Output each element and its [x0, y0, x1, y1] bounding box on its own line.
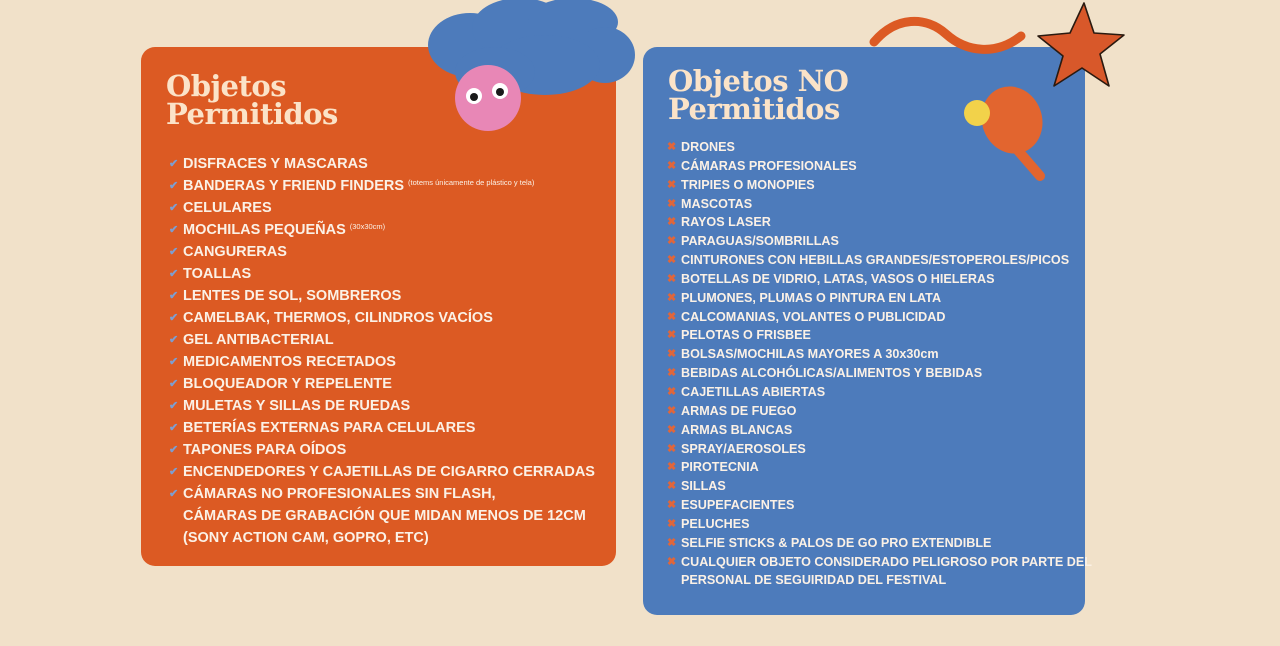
allowed-item-line: CÁMARAS DE GRABACIÓN QUE MIDAN MENOS DE 12CM [183, 508, 586, 524]
forbidden-item [667, 477, 1092, 496]
x-icon: ✖ [667, 385, 677, 398]
allowed-item-label: LENTES DE SOL, SOMBREROS [183, 288, 402, 304]
forbidden-item [667, 496, 1092, 515]
x-icon: ✖ [667, 404, 677, 417]
forbidden-item-label: CAJETILLAS ABIERTAS [681, 384, 826, 399]
check-icon: ✔ [169, 422, 179, 434]
x-icon: ✖ [667, 272, 677, 285]
forbidden-item-label: SILLAS [681, 479, 726, 494]
x-icon: ✖ [667, 291, 677, 304]
allowed-item-label: CANGURERAS [183, 244, 287, 260]
allowed-item-note: (totems únicamente de plástico y tela) [408, 178, 535, 187]
check-icon: ✔ [169, 488, 179, 500]
allowed-objects-card [141, 47, 616, 566]
forbidden-item [667, 440, 1092, 459]
allowed-item-label: CAMELBAK, THERMOS, CILINDROS VACÍOS [183, 310, 493, 326]
x-icon: ✖ [667, 555, 677, 568]
allowed-title-line1: Objetos [166, 69, 287, 103]
allowed-item-label: BLOQUEADOR Y REPELENTE [183, 376, 392, 392]
forbidden-item-label: PELUCHES [681, 516, 750, 531]
forbidden-item-label: DRONES [681, 140, 735, 154]
allowed-item [169, 373, 595, 395]
forbidden-item [667, 402, 1092, 421]
x-icon: ✖ [667, 423, 677, 436]
forbidden-item-label: BEBIDAS ALCOHÓLICAS/ALIMENTOS Y BEBIDAS [681, 366, 983, 381]
allowed-item-label: BETERÍAS EXTERNAS PARA CELULARES [183, 420, 476, 436]
forbidden-item [667, 383, 1092, 402]
x-icon: ✖ [667, 348, 677, 361]
check-icon: ✔ [169, 312, 179, 324]
x-icon: ✖ [667, 499, 677, 512]
x-icon: ✖ [667, 235, 677, 248]
forbidden-item-last-text [681, 553, 1092, 591]
check-icon: ✔ [169, 334, 179, 346]
check-icon: ✔ [169, 268, 179, 280]
x-icon: ✖ [667, 480, 677, 493]
face-icon [453, 64, 523, 132]
forbidden-title-line1: Objetos NO [668, 64, 849, 98]
allowed-title [166, 69, 338, 131]
allowed-item [169, 263, 595, 285]
forbidden-item-label: CALCOMANIAS, VOLANTES O PUBLICIDAD [681, 309, 946, 324]
forbidden-item-label: RAYOS LASER [681, 215, 771, 230]
forbidden-item [667, 308, 1092, 327]
allowed-item-label: BANDERAS Y FRIEND FINDERS [183, 178, 405, 194]
check-icon: ✔ [169, 400, 179, 412]
forbidden-item [667, 458, 1092, 477]
forbidden-item-label: PARAGUAS/SOMBRILLAS [681, 234, 839, 249]
forbidden-item [667, 534, 1092, 553]
allowed-item-note: (30x30cm) [349, 222, 386, 231]
check-icon: ✔ [169, 356, 179, 368]
allowed-item-label: GEL ANTIBACTERIAL [183, 332, 334, 348]
forbidden-item-label: PIROTECNIA [681, 460, 759, 475]
forbidden-item [667, 326, 1092, 345]
allowed-item [169, 329, 595, 351]
star-icon [1034, 0, 1126, 92]
allowed-item [169, 483, 595, 549]
allowed-item [169, 175, 595, 197]
allowed-item-line: (SONY ACTION CAM, GOPRO, ETC) [183, 530, 429, 546]
allowed-item-label: MULETAS Y SILLAS DE RUEDAS [183, 398, 411, 414]
forbidden-item-line: CUALQUIER OBJETO CONSIDERADO PELIGROSO POR PARTE DEL [681, 554, 1092, 569]
forbidden-item [667, 345, 1092, 364]
allowed-item [169, 461, 595, 483]
check-icon: ✔ [169, 246, 179, 258]
allowed-item-label: MOCHILAS PEQUEÑAS [183, 222, 346, 238]
x-icon: ✖ [667, 517, 677, 530]
x-icon: ✖ [667, 310, 677, 323]
forbidden-item-label: ARMAS DE FUEGO [681, 403, 797, 418]
check-icon: ✔ [169, 180, 179, 192]
check-icon: ✔ [169, 444, 179, 456]
allowed-item-camera-text [183, 483, 586, 549]
forbidden-item [667, 553, 1092, 591]
allowed-item [169, 439, 595, 461]
allowed-title-line2: Permitidos [166, 97, 338, 131]
x-icon: ✖ [667, 461, 677, 474]
allowed-item-label: DISFRACES Y MASCARAS [183, 156, 368, 172]
x-icon: ✖ [667, 216, 677, 229]
forbidden-item [667, 232, 1092, 251]
x-icon: ✖ [667, 141, 677, 153]
x-icon: ✖ [667, 159, 677, 172]
check-icon: ✔ [169, 224, 179, 236]
forbidden-item-label: SELFIE STICKS & PALOS DE GO PRO EXTENDIBLE [681, 535, 992, 550]
check-icon: ✔ [169, 202, 179, 214]
squiggle-icon [866, 14, 1031, 59]
forbidden-item-label: CÁMARAS PROFESIONALES [681, 158, 857, 173]
forbidden-item-label: ARMAS BLANCAS [681, 422, 793, 437]
allowed-item [169, 307, 595, 329]
forbidden-item-label: PELOTAS O FRISBEE [681, 328, 811, 343]
forbidden-item-label: PLUMONES, PLUMAS O PINTURA EN LATA [681, 290, 942, 305]
x-icon: ✖ [667, 254, 677, 267]
forbidden-title-line2: Permitidos [668, 92, 840, 126]
check-icon: ✔ [169, 378, 179, 390]
x-icon: ✖ [667, 178, 677, 191]
forbidden-item [667, 213, 1092, 232]
forbidden-item [667, 515, 1092, 534]
forbidden-item-line: PERSONAL DE SEGUIRIDAD DEL FESTIVAL [681, 573, 947, 588]
forbidden-item-label: ESUPEFACIENTES [681, 498, 795, 513]
forbidden-item-label: CINTURONES CON HEBILLAS GRANDES/ESTOPEROLES/PICOS [681, 253, 1070, 268]
allowed-item [169, 351, 595, 373]
forbidden-item-label: MASCOTAS [681, 196, 753, 211]
allowed-item-label: TAPONES PARA OÍDOS [183, 442, 347, 458]
forbidden-item-label: BOLSAS/MOCHILAS MAYORES A 30x30cm [681, 347, 939, 362]
x-icon: ✖ [667, 329, 677, 342]
forbidden-item-label: BOTELLAS DE VIDRIO, LATAS, VASOS O HIELERAS [681, 271, 995, 286]
forbidden-item [667, 364, 1092, 383]
allowed-item-label: TOALLAS [183, 266, 252, 282]
allowed-list [169, 153, 595, 549]
forbidden-item-label: TRIPIES O MONOPIES [681, 177, 815, 192]
ping-pong-paddle-icon [960, 82, 1048, 182]
allowed-item-label: CELULARES [183, 200, 272, 216]
allowed-item [169, 417, 595, 439]
check-icon: ✔ [169, 466, 179, 478]
allowed-item [169, 219, 595, 241]
allowed-item-label: MEDICAMENTOS RECETADOS [183, 354, 396, 370]
x-icon: ✖ [667, 367, 677, 380]
allowed-item-line: CÁMARAS NO PROFESIONALES SIN FLASH, [183, 486, 496, 502]
x-icon: ✖ [667, 536, 677, 549]
x-icon: ✖ [667, 197, 677, 210]
allowed-item-label: ENCENDEDORES Y CAJETILLAS DE CIGARRO CERRADAS [183, 464, 595, 480]
forbidden-item [667, 251, 1092, 270]
forbidden-item [667, 270, 1092, 289]
allowed-item [169, 285, 595, 307]
forbidden-item [667, 289, 1092, 308]
check-icon: ✔ [169, 158, 179, 170]
x-icon: ✖ [667, 442, 677, 455]
check-icon: ✔ [169, 290, 179, 302]
allowed-item [169, 395, 595, 417]
forbidden-item [667, 421, 1092, 440]
allowed-item [169, 241, 595, 263]
forbidden-title [668, 64, 849, 126]
forbidden-item-label: SPRAY/AEROSOLES [681, 441, 806, 456]
forbidden-item [667, 195, 1092, 214]
forbidden-list [667, 138, 1092, 590]
